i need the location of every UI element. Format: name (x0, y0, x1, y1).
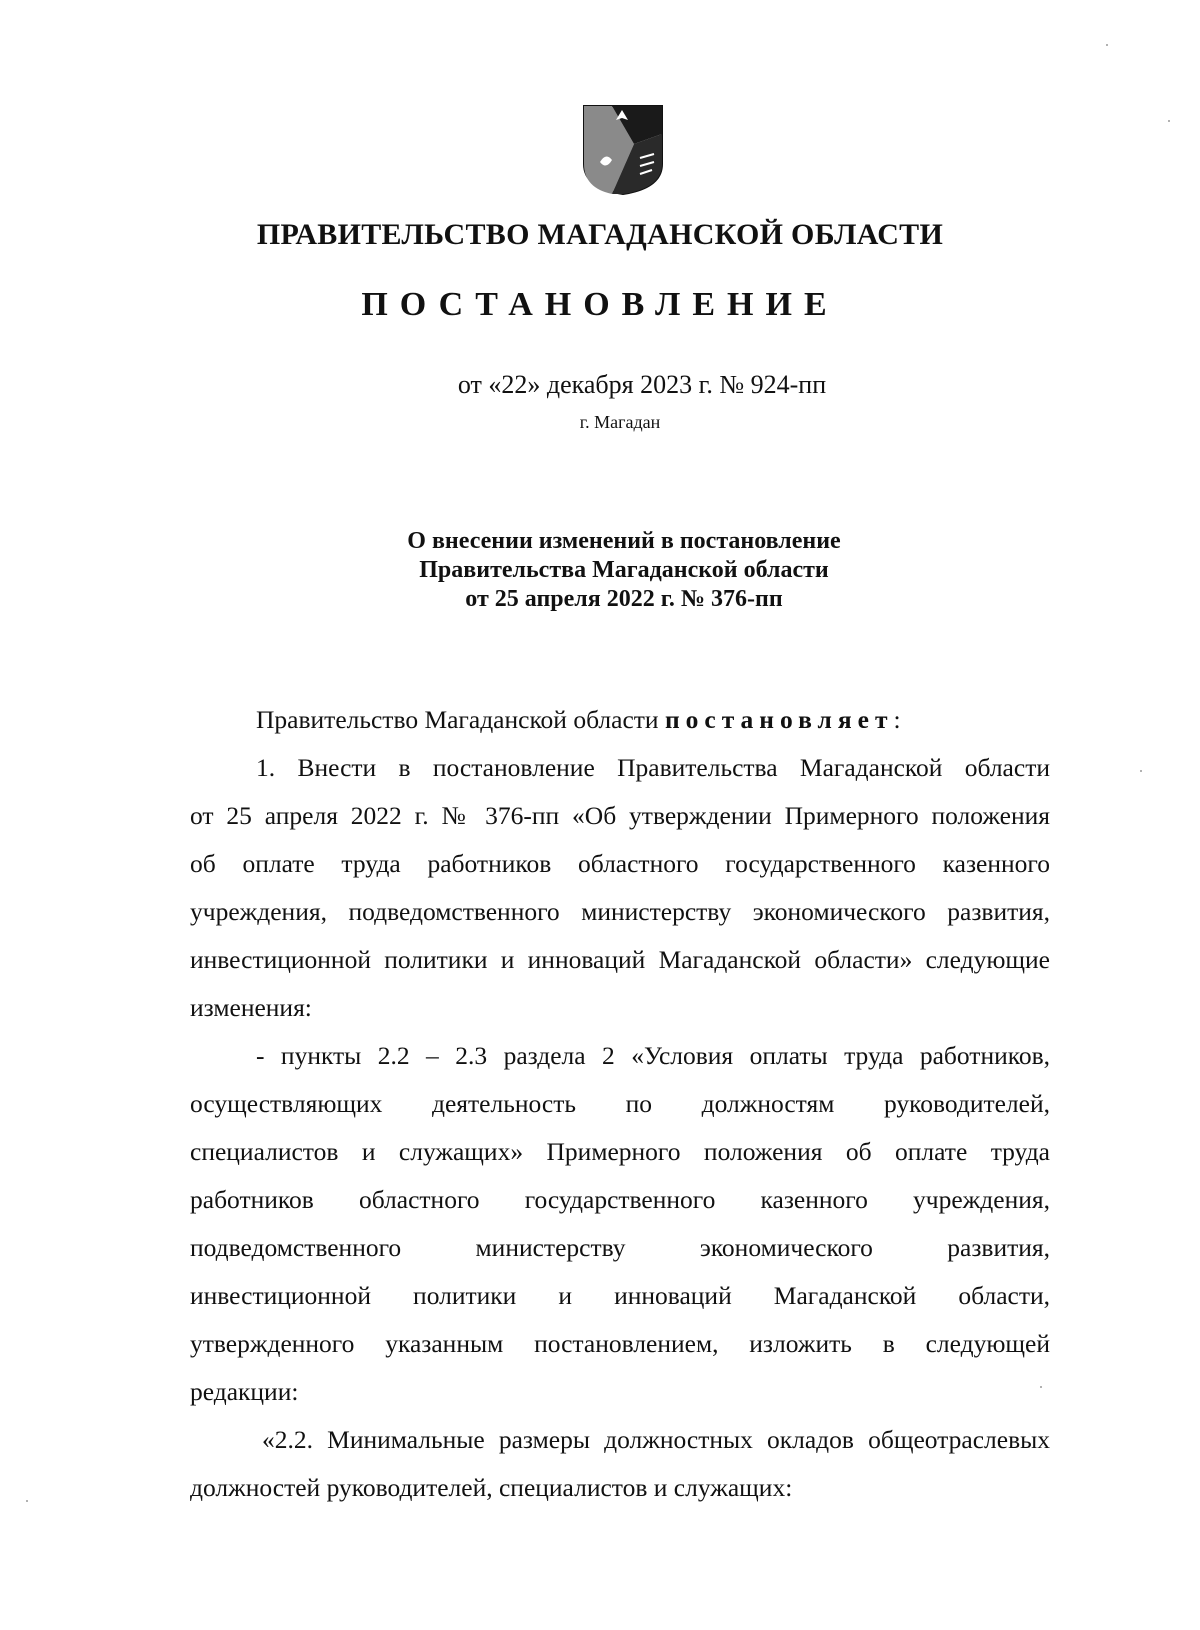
city: г. Магадан (579, 412, 661, 432)
text-line: об оплате труда работников областного государственного казенного (190, 849, 1050, 878)
scan-speck (1140, 770, 1142, 772)
text-line: учреждения, подведомственного министерству экономического развития, (190, 897, 1050, 926)
text-line: «2.2. Минимальные размеры должностных окладов общеотраслевых (262, 1425, 1050, 1454)
text-line: осуществляющих деятельность по должностям руководителей, (190, 1089, 1050, 1118)
scan-speck (26, 1500, 28, 1502)
coat-of-arms-icon (582, 104, 664, 196)
paragraph-2 (190, 1032, 1050, 1416)
paragraph-1 (190, 744, 1050, 1032)
text-line: изменения: (190, 993, 312, 1022)
paragraph-3 (190, 1416, 1050, 1512)
text-line: инвестиционной политики и инноваций Магаданской области, (190, 1281, 1050, 1310)
government-name: ПРАВИТЕЛЬСТВО МАГАДАНСКОЙ ОБЛАСТИ (256, 218, 944, 251)
text-line: - пункты 2.2 – 2.3 раздела 2 «Условия оплаты труда работников, (256, 1041, 1050, 1070)
scan-speck (1106, 44, 1108, 46)
text-line: должностей руководителей, специалистов и служащих: (190, 1473, 793, 1502)
document-type: ПОСТАНОВЛЕНИЕ (361, 286, 839, 323)
text-line: инвестиционной политики и инноваций Магаданской области» следующие (190, 945, 1050, 974)
subject-line: О внесении изменений в постановление (407, 528, 841, 554)
intro-verb: постановляет (664, 705, 894, 734)
text-line: работников областного государственного казенного учреждения, (190, 1185, 1050, 1214)
text-line: подведомственного министерству экономического развития, (190, 1233, 1050, 1262)
document-subject (24, 527, 1200, 614)
intro-prefix: Правительство Магаданской области (256, 705, 659, 734)
subject-line: от 25 апреля 2022 г. № 376-пп (465, 586, 783, 612)
text-line: 1. Внести в постановление Правительства Магаданской области (256, 753, 1050, 782)
text-line: специалистов и служащих» Примерного положения об оплате труда (190, 1137, 1050, 1166)
scan-speck (1040, 1386, 1042, 1388)
intro-suffix: : (893, 705, 901, 734)
date-and-number: от «22» декабря 2023 г. № 924-пп (457, 370, 827, 399)
subject-line: Правительства Магаданской области (419, 557, 829, 583)
text-line: редакции: (190, 1377, 299, 1406)
scan-speck (1168, 120, 1170, 122)
text-line: от 25 апреля 2022 г. № 376-пп «Об утверждении Примерного положения (190, 801, 1050, 830)
document-body (190, 696, 1050, 1512)
intro-paragraph (190, 696, 1050, 744)
text-line: утвержденного указанным постановлением, изложить в следующей (190, 1329, 1050, 1358)
